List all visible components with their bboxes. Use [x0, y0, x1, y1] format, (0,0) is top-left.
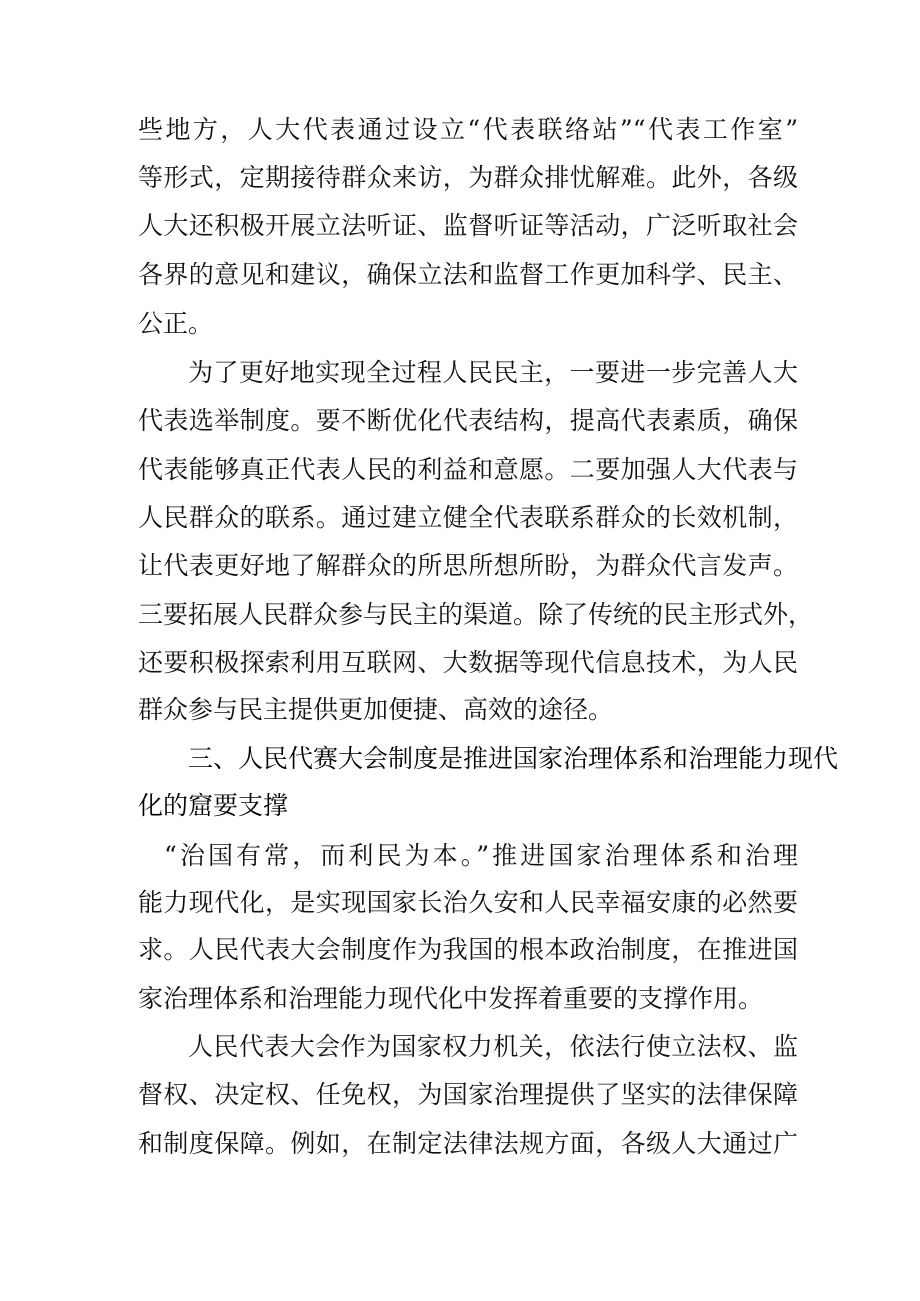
paragraph-first-line: “治国有常，而利民为本。”推进国家治理体系和治理: [164, 841, 798, 870]
text-line: 让代表更好地了解群众的所思所想所盼，为群众代言发声。: [138, 551, 798, 580]
text-line: 公正。: [138, 309, 214, 338]
paragraph-first-line: 为了更好地实现全过程人民民主，一要进一步完善人大: [188, 358, 798, 387]
text-line: 和制度保障。例如，在制定法律法规方面，各级人大通过广: [138, 1129, 798, 1158]
text-line: 群众参与民主提供更加便捷、高效的途径。: [138, 695, 614, 724]
text-line: 能力现代化，是实现国家长治久安和人民幸福安康的必然要: [138, 888, 798, 917]
text-line: 三要拓展人民群众参与民主的渠道。除了传统的民主形式外，: [138, 600, 814, 629]
section-heading: 三、人民代赛大会制度是推进国家治理体系和治理能力现代: [188, 744, 839, 773]
paragraph-first-line: 人民代表大会作为国家权力机关，依法行使立法权、监: [188, 1032, 798, 1061]
text-line: 各界的意见和建议，确保立法和监督工作更加科学、民主、: [138, 260, 798, 289]
text-line: 人民群众的联系。通过建立健全代表联系群众的长效机制，: [138, 503, 798, 532]
text-line: 求。人民代表大会制度作为我国的根本政治制度，在推进国: [138, 935, 798, 964]
text-line: 家治理体系和治理能力现代化中发挥着重要的支撑作用。: [138, 984, 764, 1013]
text-line: 还要积极探索利用互联网、大数据等现代信息技术，为人民: [138, 648, 798, 677]
text-line: 人大还积极开展立法听证、监督听证等活动，广泛听取社会: [138, 211, 798, 240]
section-heading-continued: 化的窟要支撑: [138, 791, 289, 820]
text-line: 督权、决定权、任免权，为国家治理提供了坚实的法律保障: [138, 1080, 798, 1109]
text-line: 等形式，定期接待群众来访，为群众排忧解难。此外，各级: [138, 163, 798, 192]
text-line: 代表选举制度。要不断优化代表结构，提高代表素质，确保: [138, 406, 798, 435]
text-line: 些地方，人大代表通过设立“代表联络站”“代表工作室”: [138, 115, 798, 144]
text-line: 代表能够真正代表人民的利益和意愿。二要加强人大代表与: [138, 455, 798, 484]
